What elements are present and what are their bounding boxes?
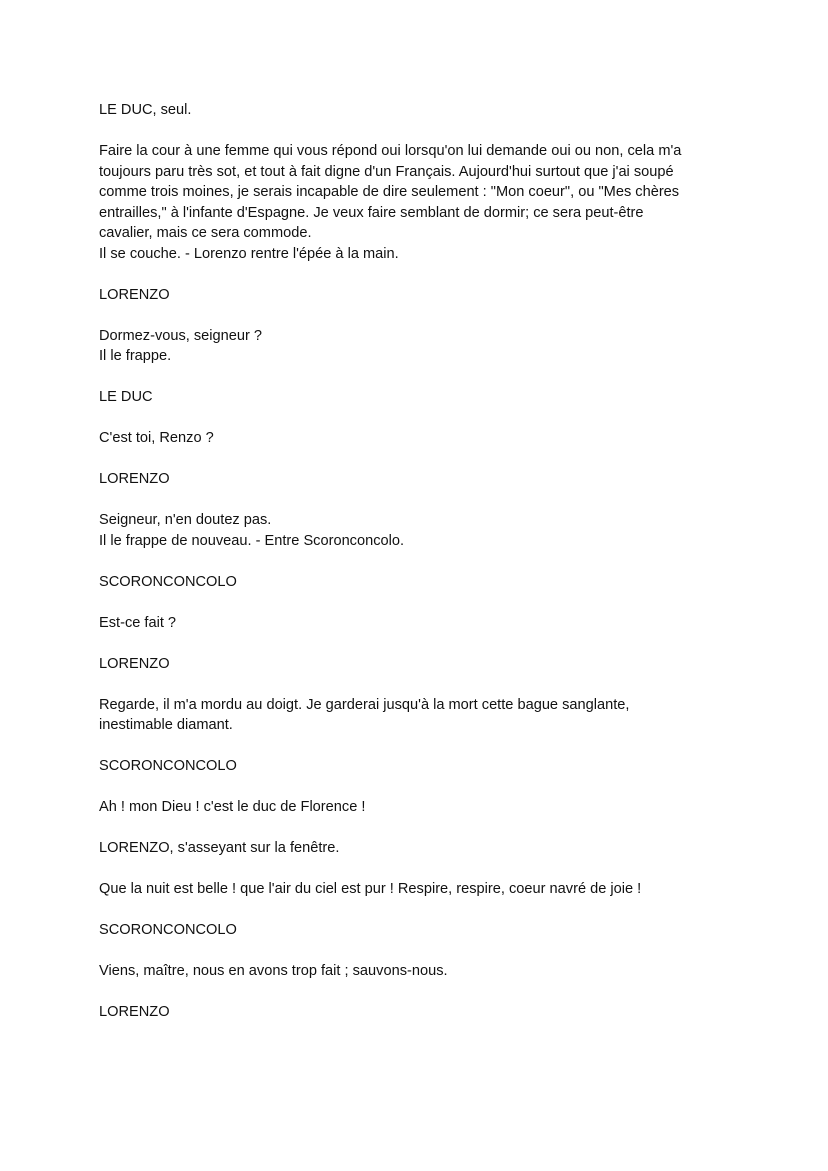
speaker-heading bbox=[99, 756, 739, 777]
speaker-heading bbox=[99, 920, 739, 941]
stage-direction: Il le frappe de nouveau. - Entre Scoronconcolo. bbox=[99, 532, 405, 549]
text-line: LORENZO, s'asseyant sur la fenêtre. bbox=[99, 840, 340, 856]
speaker-heading bbox=[99, 285, 739, 306]
speaker-heading bbox=[99, 572, 739, 593]
text-line: LORENZO bbox=[99, 1004, 170, 1020]
text-line: LE DUC bbox=[99, 389, 153, 405]
speech-paragraph bbox=[99, 695, 739, 736]
speech-paragraph bbox=[99, 510, 739, 551]
text-line: entrailles," à l'infante d'Espagne. Je veux faire semblant de dormir; ce sera peut-être bbox=[99, 204, 644, 221]
speaker-heading bbox=[99, 469, 739, 490]
text-line: SCORONCONCOLO bbox=[99, 758, 237, 774]
text-line: Seigneur, n'en doutez pas. bbox=[99, 512, 272, 528]
text-line: C'est toi, Renzo ? bbox=[99, 430, 214, 446]
text-line: cavalier, mais ce sera commode. bbox=[99, 225, 312, 241]
stage-direction: Il se couche. - Lorenzo rentre l'épée à la main. bbox=[99, 245, 399, 262]
document-page bbox=[99, 100, 739, 1043]
speaker-heading bbox=[99, 838, 739, 859]
speech-paragraph bbox=[99, 428, 739, 449]
speech-paragraph bbox=[99, 961, 739, 982]
text-line: Que la nuit est belle ! que l'air du ciel est pur ! Respire, respire, coeur navré de joie ! bbox=[99, 881, 642, 897]
text-line: LE DUC, seul. bbox=[99, 102, 192, 118]
speech-paragraph bbox=[99, 797, 739, 818]
text-line: LORENZO bbox=[99, 655, 170, 672]
text-line: Faire la cour à une femme qui vous répond oui lorsqu'on lui demande oui ou non, cela m'a bbox=[99, 143, 682, 159]
stage-direction: Il le frappe. bbox=[99, 348, 172, 364]
text-line: Viens, maître, nous en avons trop fait ; sauvons-nous. bbox=[99, 963, 448, 979]
text-line: comme trois moines, je serais incapable de dire seulement : "Mon coeur", ou "Mes chères bbox=[99, 184, 680, 200]
speech-paragraph bbox=[99, 879, 739, 900]
text-line: LORENZO bbox=[99, 286, 170, 303]
text-line: Regarde, il m'a mordu au doigt. Je garderai jusqu'à la mort cette bague sanglante, bbox=[99, 696, 630, 713]
text-line: SCORONCONCOLO bbox=[99, 922, 237, 938]
speaker-heading bbox=[99, 100, 739, 121]
speech-paragraph bbox=[99, 326, 739, 367]
speaker-heading bbox=[99, 387, 739, 408]
text-line: inestimable diamant. bbox=[99, 717, 233, 733]
text-line: SCORONCONCOLO bbox=[99, 573, 237, 590]
text-line: toujours paru très sot, et tout à fait digne d'un Français. Aujourd'hui surtout que j'ai soupé bbox=[99, 163, 674, 180]
speech-paragraph bbox=[99, 613, 739, 634]
text-line: Ah ! mon Dieu ! c'est le duc de Florence ! bbox=[99, 799, 366, 815]
text-line: Est-ce fait ? bbox=[99, 614, 177, 631]
text-line: LORENZO bbox=[99, 471, 170, 487]
speaker-heading bbox=[99, 654, 739, 675]
speech-paragraph bbox=[99, 141, 739, 264]
speaker-heading bbox=[99, 1002, 739, 1023]
text-line: Dormez-vous, seigneur ? bbox=[99, 327, 263, 344]
